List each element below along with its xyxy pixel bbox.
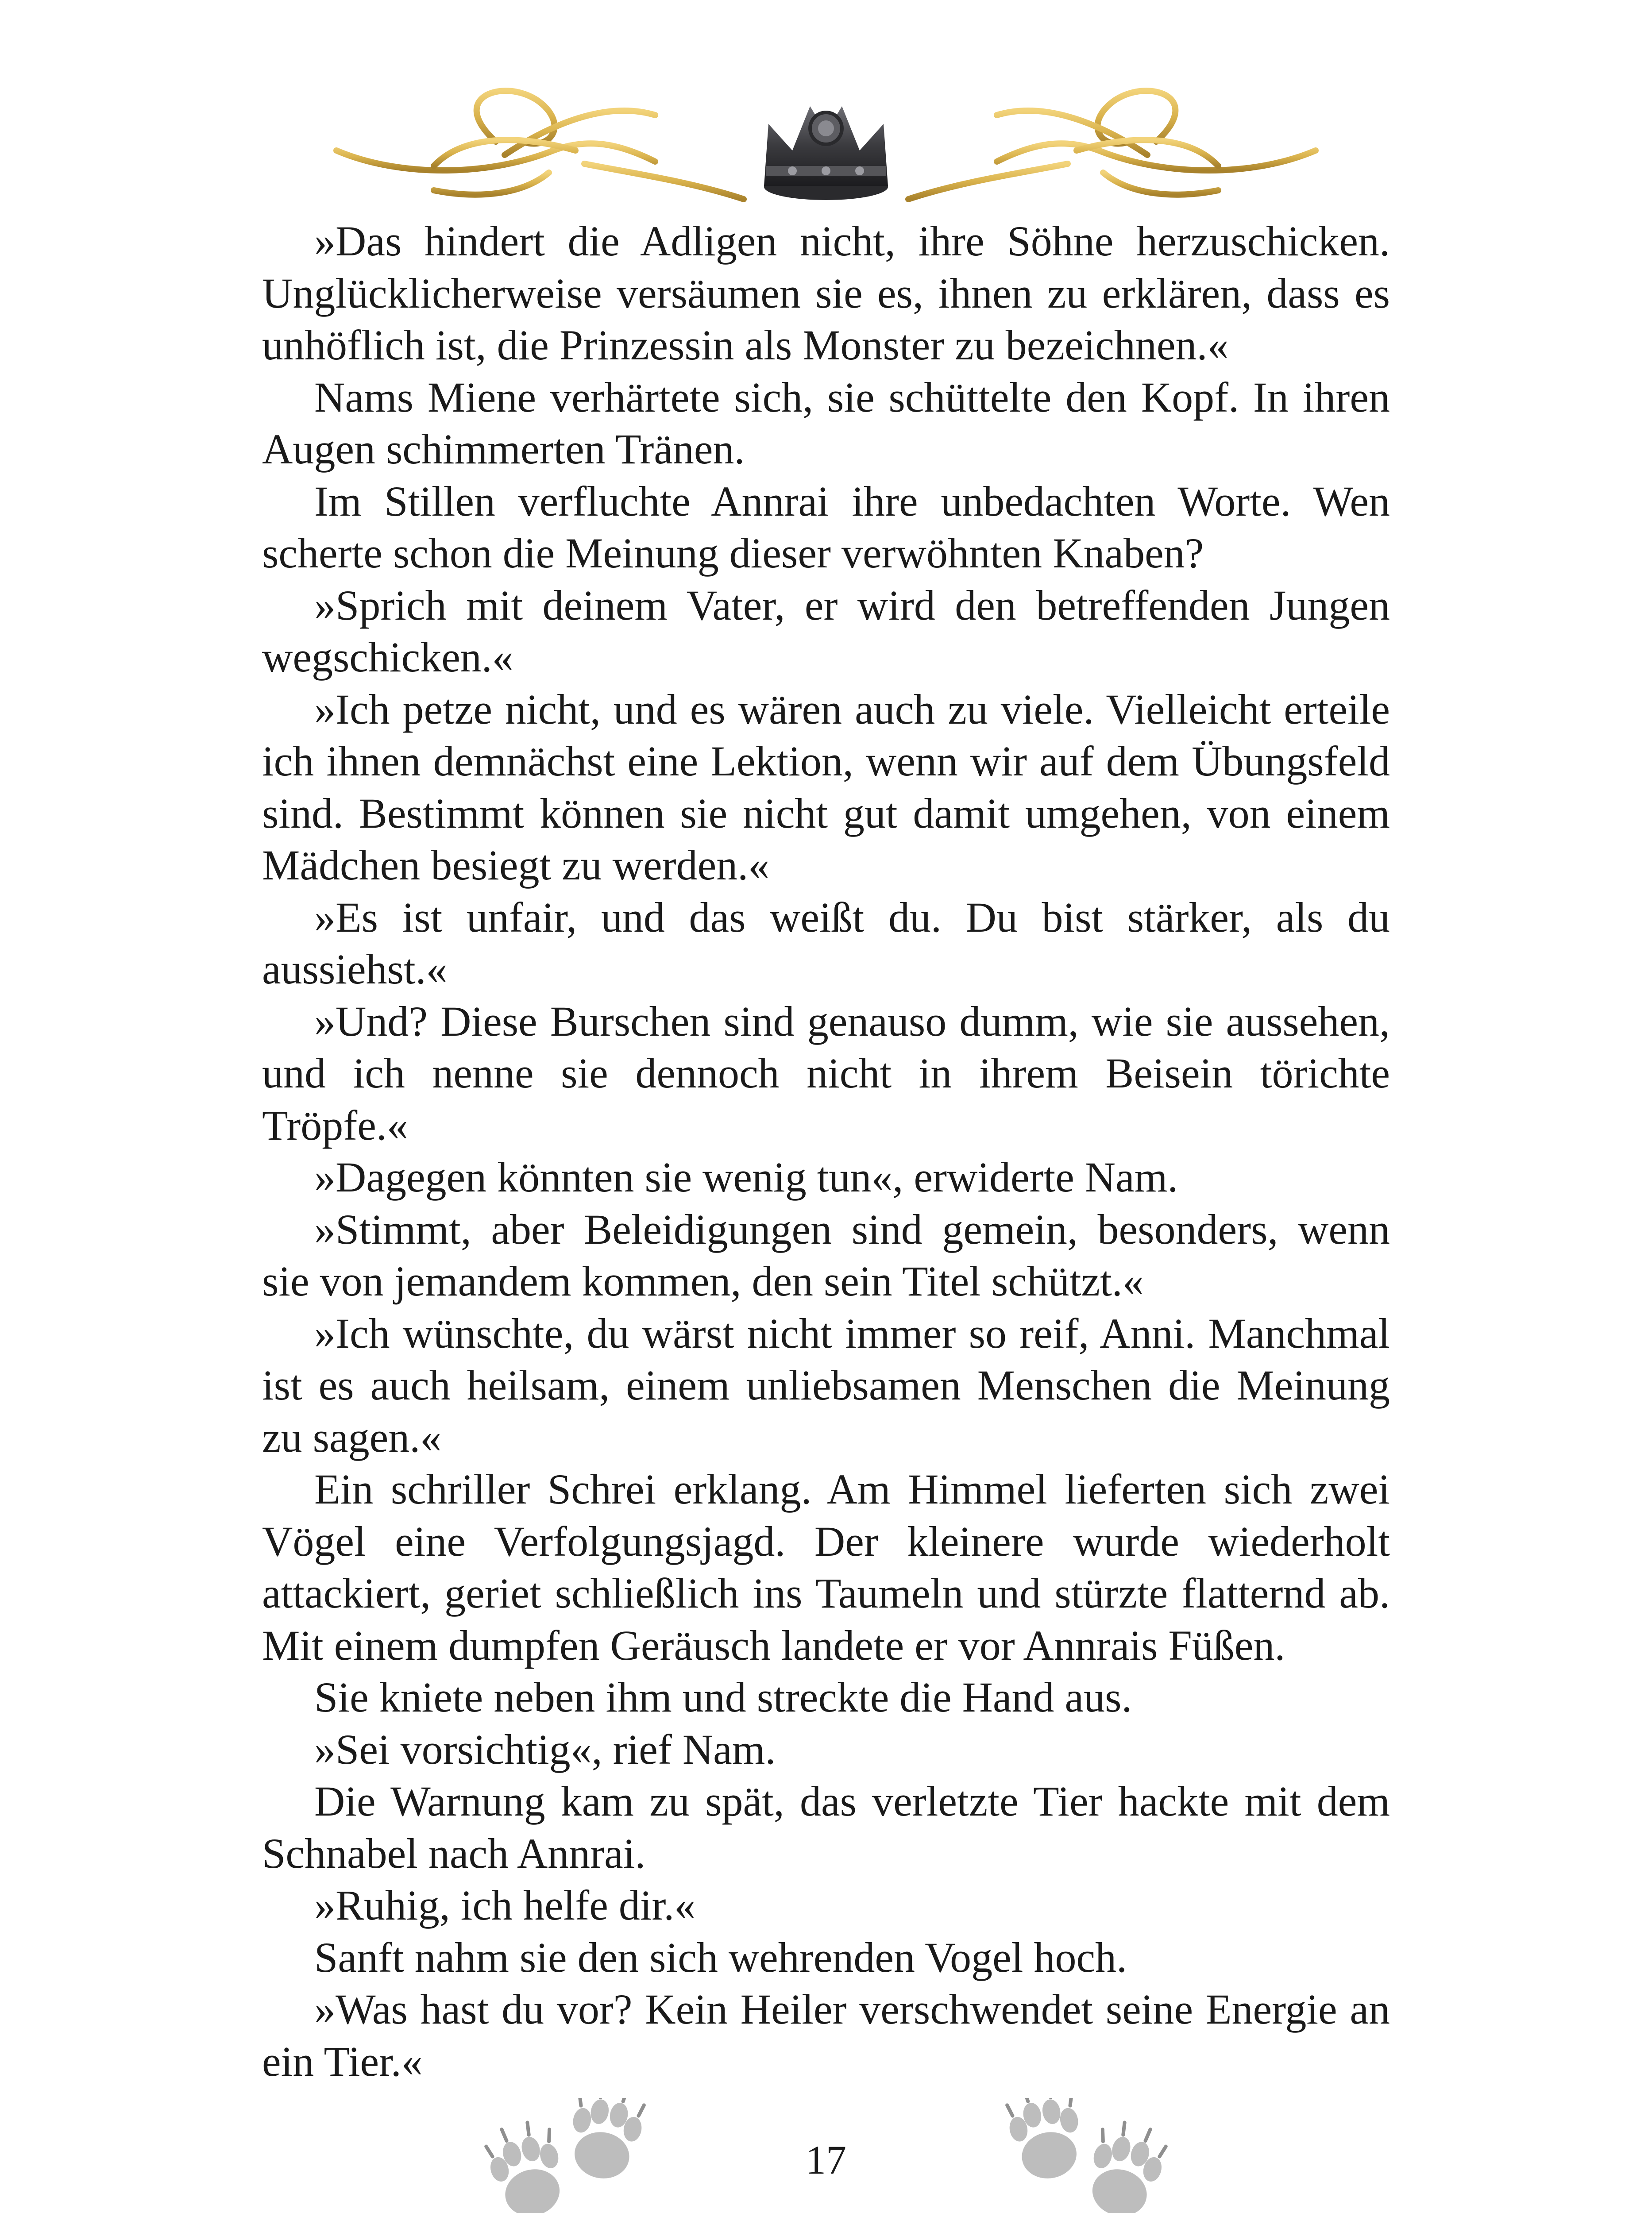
paragraph: »Ruhig, ich helfe dir.« <box>314 1881 696 1929</box>
left-scroll-ornament <box>336 91 744 199</box>
header-ornament <box>0 66 1652 208</box>
paragraph: »Das hindert die Adligen nicht, ihre Söhne herzuschicken. Unglücklicherweise versäumen sie es, ihnen zu erklären, dass es unhöflich ist, die Prinzessin als Monster zu bezeichnen.« <box>262 217 1390 369</box>
crown-icon <box>764 106 888 200</box>
paragraph: »Stimmt, aber Beleidigungen sind gemein, besonders, wenn sie von jemandem kommen, den sein Titel schützt.« <box>262 1205 1390 1305</box>
paragraph: Sie kniete neben ihm und streckte die Hand aus. <box>314 1673 1132 1721</box>
page-number: 17 <box>806 2137 846 2182</box>
paragraph: Die Warnung kam zu spät, das verletzte Tier hackte mit dem Schnabel nach Annrai. <box>262 1777 1390 1877</box>
paragraph: Ein schriller Schrei erklang. Am Himmel lieferten sich zwei Vögel eine Verfolgungsjagd. Der kleinere wurde wiederholt attackiert, geriet schließlich ins Taumeln und stürzte flatternd ab. Mit einem dumpfen Geräusch landete er vor Annrais Füßen. <box>262 1465 1390 1669</box>
paw-print-icon <box>1003 2098 1087 2184</box>
body-text <box>262 215 1390 2087</box>
paw-print-icon <box>1080 2117 1171 2213</box>
paragraph: »Ich petze nicht, und es wären auch zu viele. Vielleicht erteile ich ihnen demnächst eine Lektion, wenn wir auf dem Übungsfeld sind. Bestimmt können sie nicht gut damit umgehen, von einem Mädchen besiegt zu werden.« <box>262 685 1390 889</box>
paragraph: »Sei vorsichtig«, rief Nam. <box>314 1725 776 1773</box>
paw-print-icon <box>564 2098 648 2184</box>
paragraph: »Es ist unfair, und das weißt du. Du bist stärker, als du aussiehst.« <box>262 893 1390 993</box>
paragraph: Im Stillen verfluchte Annrai ihre unbedachten Worte. Wen scherte schon die Meinung dieser verwöhnten Knaben? <box>262 477 1390 577</box>
paragraph: »Und? Diese Burschen sind genauso dumm, wie sie aussehen, und ich nenne sie dennoch nicht in ihrem Beisein törichte Tröpfe.« <box>262 997 1390 1149</box>
paragraph: »Dagegen könnten sie wenig tun«, erwiderte Nam. <box>314 1153 1178 1201</box>
right-scroll-ornament <box>908 91 1316 199</box>
paragraph: »Was hast du vor? Kein Heiler verschwendet seine Energie an ein Tier.« <box>262 1986 1390 2085</box>
paragraph: »Sprich mit deinem Vater, er wird den betreffenden Jungen wegschicken.« <box>262 581 1390 681</box>
paragraph: »Ich wünschte, du wärst nicht immer so reif, Anni. Manchmal ist es auch heilsam, einem unliebsamen Menschen die Meinung zu sagen.« <box>262 1309 1390 1461</box>
paragraph: Nams Miene verhärtete sich, sie schüttelte den Kopf. In ihren Augen schimmerten Tränen. <box>262 373 1390 473</box>
paragraph: Sanft nahm sie den sich wehrenden Vogel hoch. <box>314 1933 1127 1981</box>
paw-print-icon <box>481 2117 572 2213</box>
